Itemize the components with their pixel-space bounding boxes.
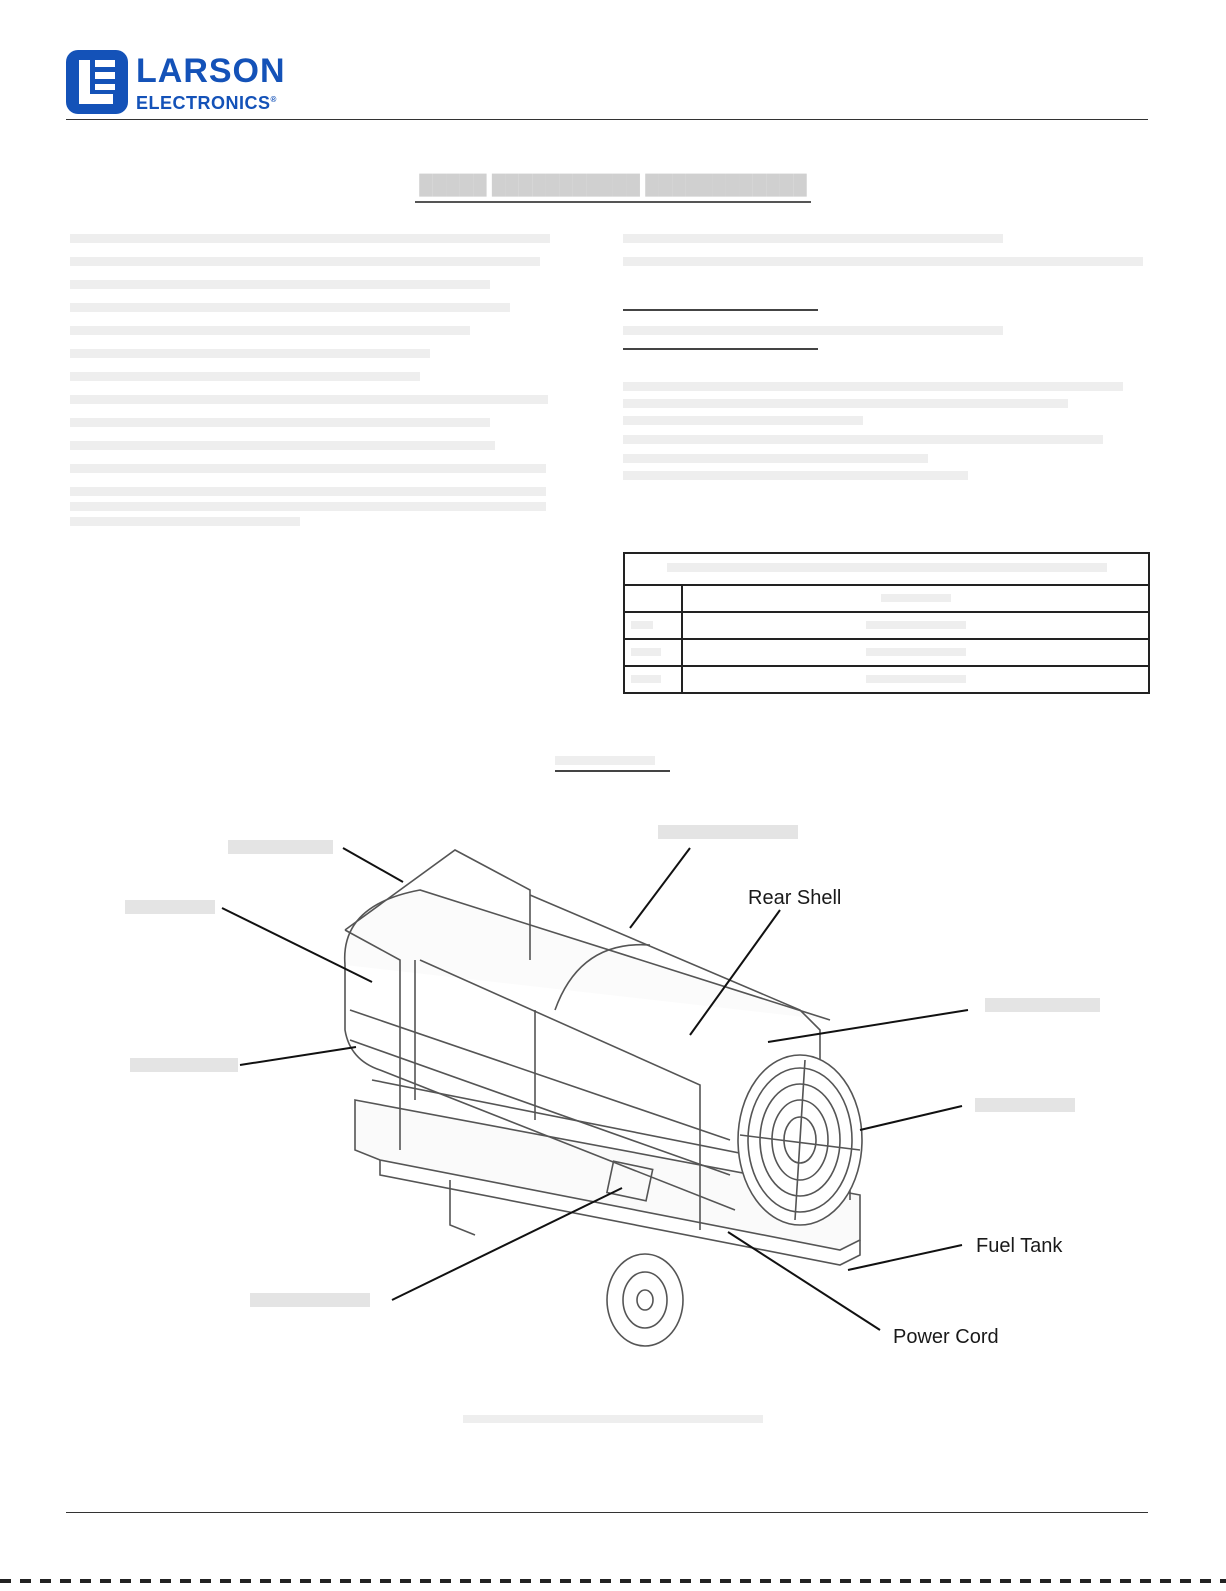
logo-wordmark-larson: LARSON (136, 52, 286, 90)
table-row (624, 639, 1149, 666)
right-column-text (623, 226, 1143, 280)
label-power-cord: Power Cord (893, 1326, 999, 1348)
right-column-text-2 (623, 378, 1143, 488)
logo-wordmark-electronics (136, 90, 277, 113)
larson-logo (66, 50, 306, 116)
registered-mark: ® (270, 95, 277, 104)
section-title: █████ ███████████ ████████████ (0, 175, 1226, 203)
table-row (624, 585, 1149, 612)
logo-electronics-text: ELECTRONICS (136, 93, 271, 113)
footer-rule (66, 1512, 1148, 1513)
table-row (624, 612, 1149, 639)
output-table-header (624, 553, 1149, 585)
label-rear-shell: Rear Shell (748, 887, 842, 909)
figure-caption (0, 1412, 1226, 1426)
subheading-rule-top (623, 309, 818, 311)
figure-heading (555, 752, 670, 772)
table-row (624, 666, 1149, 693)
larson-logo-mark-icon (66, 50, 128, 114)
heater-diagram (0, 790, 1226, 1430)
label-fuel-tank: Fuel Tank (976, 1235, 1063, 1257)
header-rule (66, 119, 1148, 120)
subheading-rule-bottom (623, 348, 818, 350)
output-table (623, 552, 1150, 694)
right-subheading (623, 326, 1003, 335)
left-column-text (70, 226, 550, 532)
bottom-dashed-border (0, 1578, 1226, 1584)
